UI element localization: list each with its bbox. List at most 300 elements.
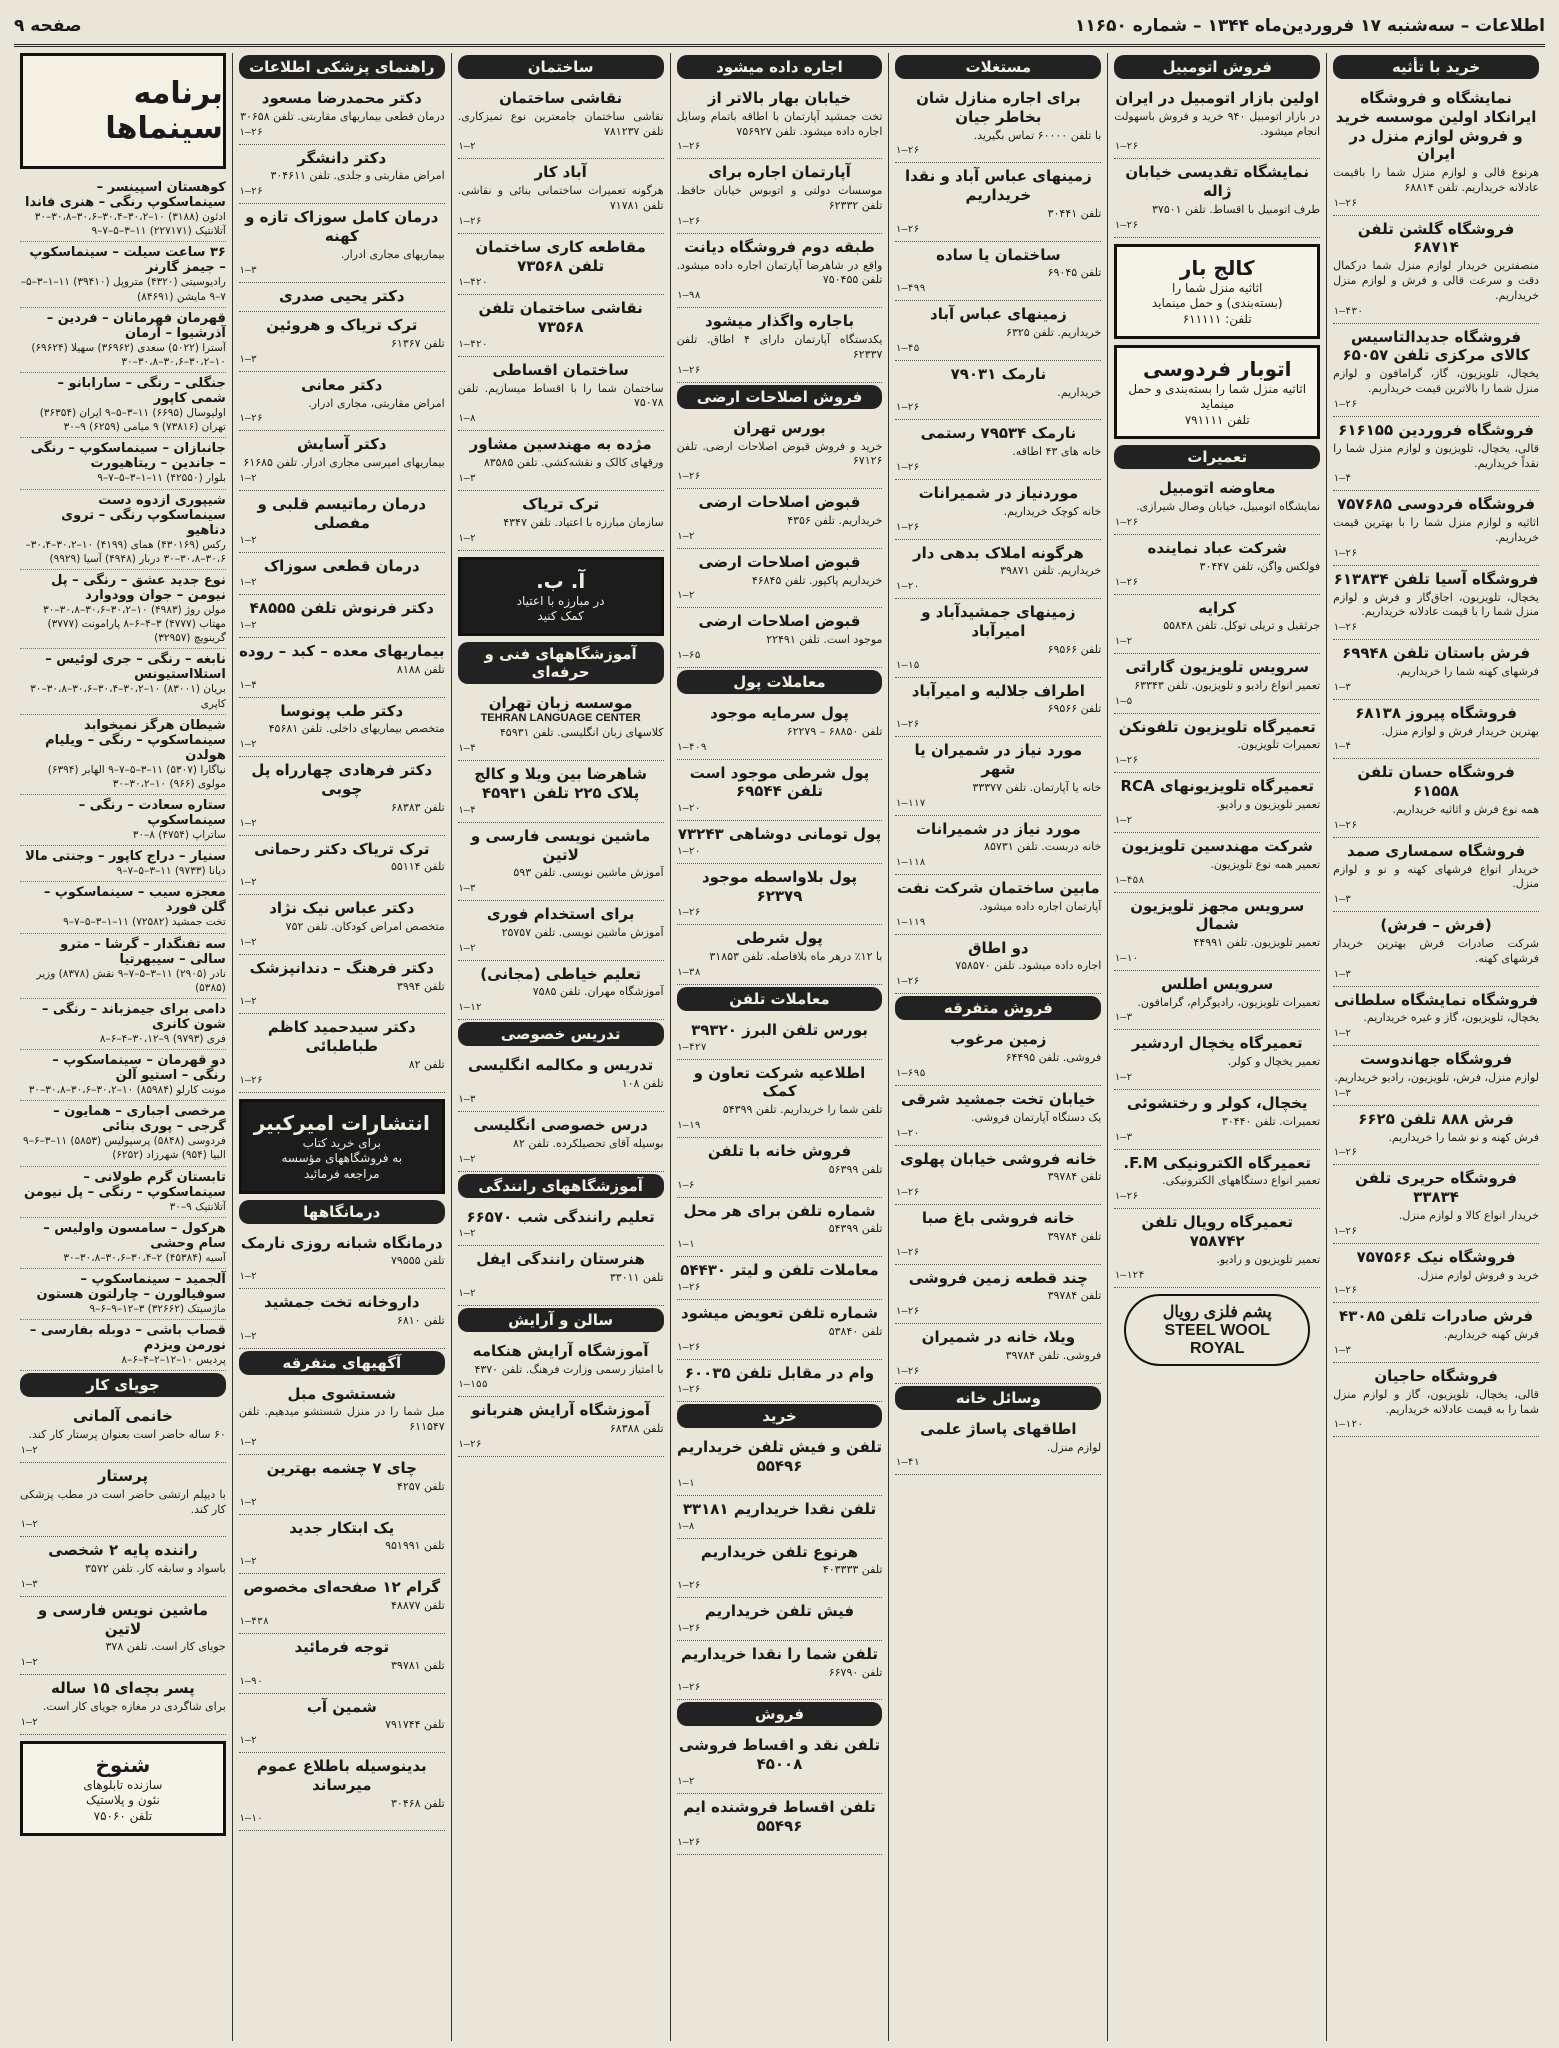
ad-code: ۱–۲۶ [676, 907, 701, 919]
cinema-listing [20, 242, 226, 307]
ad-body: هرنوع قالی و لوازم منزل شما را باقیمت عادلانه خریداریم. تلفن ۶۸۸۱۴ [1333, 166, 1539, 194]
ad-code: ۱–۲ [457, 532, 476, 544]
ad-body: تلفن ۶۱۳۶۷ [391, 337, 445, 351]
ad-code: ۱–۲۶ [1114, 141, 1139, 153]
ad-body: خریدار انواع کالا و لوازم منزل. [1398, 1208, 1539, 1222]
ad-body: با دیپلم ارتشی حاضر است در مطب پزشکی کار کند. [19, 1487, 226, 1516]
classified-ad [1333, 491, 1539, 565]
ad-title: تلفن نقدا خریداریم ۳۳۱۸۱ [682, 1499, 877, 1518]
ad-title: تلفن نقد و اقساط فروشی ۴۵۰۰۸ [678, 1736, 881, 1774]
classified-ad [1114, 535, 1320, 595]
column-1 [1326, 53, 1545, 2041]
classified-ad [895, 1146, 1101, 1206]
film-title: قهرمان فهرمانان – فردین – آذرشیوا – آرمان [46, 310, 226, 341]
classified-ad [895, 935, 1101, 995]
ad-title: داروخانه تخت جمشید [263, 1293, 420, 1312]
ad-code: ۱–۲۶ [457, 215, 482, 227]
ad-code: ۱–۲ [238, 1330, 257, 1342]
ad-code: ۱–۳ [238, 353, 257, 365]
ad-body: بیماریهای امپرسی مجاری ادرار. تلفن ۶۱۶۸۵ [243, 456, 445, 470]
showtimes: نادر (۲۹۰۵) ۱۱–۳–۵–۷–۹ نقش (۸۳۷۸) وزیر (۵۳۸۵) [36, 967, 226, 994]
film-title: ۳۶ ساعت سیلت – سینماسکوپ – جیمز گارنر [29, 245, 226, 276]
ad-body: فروشی. تلفن ۶۴۴۹۵ [1005, 1051, 1102, 1065]
ad-title: تعلیم خیاطی (مجانی) [480, 964, 641, 983]
ad-title: ترک تریاک و هروئین [266, 316, 418, 335]
classified-ad [20, 1537, 226, 1597]
ad-title: شمین آب [306, 1697, 377, 1716]
masthead-issue: اطلاعات – سه‌شنبه ۱۷ فروردین‌ماه ۱۳۴۴ – شماره ۱۱۶۵۰ [1074, 16, 1545, 36]
ad-code: ۱–۲۶ [1333, 819, 1358, 831]
ad-code: ۱–۲۶ [676, 141, 701, 153]
ad-title: اطلاعیه شرکت تعاون و کمک [693, 1063, 866, 1101]
ad-code: ۱–۲ [457, 1153, 476, 1165]
ad-code: ۱–۱۲۴ [1114, 1269, 1145, 1281]
ad-body: فرش کهنه و نو شما را خریداریم. [1388, 1130, 1539, 1144]
classified-ad [239, 1694, 445, 1754]
film-title: هرکول – سامسون واولیس – سام وحشی [43, 1220, 226, 1251]
ad-code: ۱–۳ [238, 264, 257, 276]
ad-body: همه نوع فرش و اثاثیه خریداریم. [1392, 802, 1539, 816]
classified-ad [239, 1574, 445, 1634]
ad-body: لوازم منزل، فرش، تلویزیون، رادیو خریداریم. [1334, 1070, 1539, 1084]
ad-code: ۱–۳ [1333, 894, 1352, 906]
ad-code: ۱–۴۲۰ [457, 277, 488, 289]
ad-title: وام در مقابل تلفن ۶۰۰۳۵ [684, 1363, 875, 1382]
ad-title: فروشگاه سمساری صمد [1346, 841, 1526, 860]
ad-body: نقاشی ساختمان جامعترین نوع تمیزکاری. تلفن ۷۸۱۲۳۷ [457, 109, 664, 138]
ad-body: موجود است. تلفن ۲۲۴۹۱ [766, 633, 883, 647]
classified-ad [895, 1026, 1101, 1086]
ad-body: تلفن ۷۹۵۵۵ [391, 1254, 445, 1268]
ad-title: اطراف جلالیه و امیرآباد [911, 681, 1085, 700]
ad-title: شرکت عباد نماینده [1147, 538, 1287, 557]
classified-ad [1333, 566, 1539, 640]
ad-title: درمان کامل سوزاک تازه و کهنه [245, 208, 439, 245]
ad-code: ۱–۳۸ [676, 966, 701, 978]
classified-ad [239, 1515, 445, 1575]
ad-title: ویلا، خانه در شمیران [921, 1328, 1076, 1347]
showtimes: آسیه (۴۵۳۸۴) ۲–۳۰،۴–۳۰،۶–۳۰،۸–۳۰ [63, 1251, 226, 1264]
ad-title: فروشگاه نمایشگاه سلطانی [1333, 990, 1539, 1009]
ad-body: ورقهای کالک و نقشه‌کشی. تلفن ۸۳۵۸۵ [483, 456, 664, 470]
ad-title: دکتر آسایش [297, 435, 387, 454]
ad-code: ۱–۳ [1333, 1087, 1352, 1099]
display-ad-title: آ. ب. [536, 568, 586, 593]
ad-code: ۱–۱۵ [895, 659, 920, 671]
ad-body: تلفن ۶۹۵۶۶ [1047, 702, 1102, 716]
ad-code: ۱–۲ [238, 936, 257, 948]
ad-title: تلفن و فیش تلفن خریداریم ۵۵۴۹۶ [676, 1438, 883, 1476]
classified-ad [1114, 714, 1320, 774]
ad-title: دکتر محمدرضا مسعود [261, 89, 422, 107]
section-heading: تعمیرات [1114, 445, 1320, 469]
ad-code: ۱–۲۶ [895, 1365, 920, 1377]
classified-ad [458, 295, 664, 357]
showtimes: پردیس ۱۰–۱۲–۲–۴–۶–۸ [121, 1354, 226, 1367]
classified-ad [677, 821, 883, 864]
ad-code: ۱–۲۶ [676, 1682, 701, 1694]
ad-code: ۱–۳ [457, 1093, 476, 1105]
classified-ad [1114, 1209, 1320, 1287]
classified-ad [458, 357, 664, 431]
ad-body: موسسات دولتی و اتوبوس خیابان حافظ. تلفن ۶۲۳۳۲ [676, 184, 883, 213]
ad-body: در بازار اتومبیل ۹۴۰ خرید و فروش باسهولت انجام میشود. [1114, 109, 1321, 138]
ad-title: گرام ۱۲ صفحه‌ای مخصوص [243, 1578, 441, 1597]
film-title: تابستان گرم طولانی – سینماسکوپ – رنگی – پل نیومن [24, 1169, 226, 1200]
ad-title: تعلیم رانندگی شب ۶۶۵۷۰ [466, 1207, 655, 1226]
classified-ad [239, 204, 445, 282]
ad-body: تلفن ۱۰۸ [621, 1077, 664, 1091]
ad-body: تلفن ۵۳۸۴۰ [828, 1324, 883, 1338]
ad-body: تلفن ۴۰۳۳۳۳ [822, 1563, 883, 1577]
ad-title: سرویس تلویزیون گاراتی [1125, 658, 1309, 677]
showtimes: رکس (۴۳۰۱۶۹) همای (۴۱۹۹) ۱۰–۳۰،۲–۳۰،۴–۳۰،۶–۳۰،۸–۳۰ دربار (۴۹۴۸) آسیا (۹۹۲۹) [25, 538, 226, 565]
ad-title: توجه فرمائید [294, 1637, 390, 1656]
masthead [14, 8, 1545, 47]
ad-body: امراض مقاربتی، مجاری ادرار. [308, 396, 445, 410]
ad-code: ۱–۴ [1333, 741, 1352, 753]
ad-body: خانه یا آپارتمان. تلفن ۳۳۳۷۷ [972, 780, 1102, 794]
ad-code: ۱–۲۶ [676, 471, 701, 483]
ad-title: فروشگاه نیک ۷۵۷۵۶۶ [1356, 1247, 1516, 1266]
classified-ad [458, 491, 664, 551]
ad-code: ۱–۶۹۵ [895, 1067, 926, 1079]
classified-ad [677, 925, 883, 985]
ad-title: دکتر فرهنگ – دندانپزشک [249, 958, 434, 977]
ad-code: ۱–۲ [1114, 636, 1133, 648]
ad-body: تلفن ۳۹۹۴ [396, 979, 445, 993]
ad-code: ۱–۲ [457, 1287, 476, 1299]
ad-body: خرید و فروش لوازم منزل. [1416, 1268, 1539, 1282]
showtimes: رادیوسیتی (۴۳۲۰) متروپل (۳۹۴۱۰) ۱۱–۱–۳–۵–۷–۹ مایشن (۸۴۶۹۱) [20, 276, 226, 303]
ad-code: ۱–۴۵ [895, 342, 920, 354]
ad-code: ۱–۲ [238, 1735, 257, 1747]
masthead-page-number: صفحه ۹ [14, 16, 82, 36]
ad-body: تلفن ۳۳۰۱۱ [609, 1271, 664, 1284]
ad-code: ۱–۱۹ [676, 1120, 701, 1131]
ad-title: دکتر عباس نیک نژاد [269, 899, 415, 918]
classified-ad [239, 85, 445, 145]
classified-ad [20, 1675, 226, 1735]
ad-title: هرنوع تلفن خریداریم [700, 1542, 859, 1561]
ad-code: ۱–۲۶ [1333, 1147, 1358, 1159]
ad-body: تلفن ۶۸۸۵۰ – ۶۲۲۷۹ [786, 724, 883, 738]
ad-body: بهترین خریدار فرش و لوازم منزل. [1381, 724, 1539, 738]
ad-body: بیماریهای مجاری ادرار. [340, 247, 445, 261]
ad-title: نمایشگاه و فروشگاه ایرانکاد اولین موسسه خرید و فروش لوازم منزل در ایران [1335, 89, 1537, 164]
classified-ad [458, 234, 664, 296]
ad-title: ساختمان اقساطی [492, 360, 629, 379]
ad-title: هنرستان رانندگی ایفل [476, 1250, 645, 1269]
display-ad-line: به فروشگاههای مؤسسه [281, 1151, 403, 1166]
cinema-listing [20, 934, 226, 999]
ad-body: تلفن ۳۰۴۶۸ [391, 1796, 445, 1810]
classified-ad [458, 901, 664, 961]
cinema-listing [20, 1320, 226, 1371]
section-heading: ساختمان [458, 55, 664, 79]
ad-body: متخصص امراض کودکان. تلفن ۷۵۲ [285, 919, 445, 933]
display-ad-title: کالج بار [1179, 255, 1255, 280]
classified-ad [677, 864, 883, 926]
ad-body: قالی، یخچال، تلویزیون، گاز و لوازم منزل شما را به قیمت عادلانه خریداریم. [1333, 1387, 1539, 1416]
ad-code: ۱–۲ [676, 1775, 695, 1787]
ad-code: ۱–۲۶ [895, 1306, 920, 1318]
showtimes: مونت کارلو (۸۵۹۸۴) ۱۰–۳۰،۲–۳۰،۶–۳۰،۸–۳۰ [28, 1084, 226, 1097]
ad-code: ۱–۳ [1333, 968, 1352, 980]
ad-body: تعمیر تلویزیون. تلفن ۴۴۹۹۱ [1193, 936, 1321, 949]
ad-code: ۱–۲ [238, 1496, 257, 1508]
ad-title: ترک تریاک [522, 494, 600, 513]
classified-ad [239, 1455, 445, 1515]
ad-code: ۱–۶ [676, 1179, 695, 1191]
ad-code: ۱–۲۶ [238, 1074, 263, 1086]
ad-code: ۱–۲۶ [1333, 1285, 1358, 1297]
classified-ad [677, 1598, 883, 1641]
classified-ad [239, 1381, 445, 1455]
section-heading: آگهیهای متفرقه [239, 1351, 445, 1375]
ad-title: دکتر فرنوش تلفن ۴۸۵۵۵ [249, 599, 434, 618]
ad-title: ماشین نویس فارسی و لاتین [37, 1600, 208, 1638]
ad-code: ۱–۲۶ [676, 215, 701, 227]
ad-title: درمان رماتیسم قلبی و مفصلی [257, 495, 427, 532]
ad-body: تلفن ۸۱۸۸ [396, 662, 445, 676]
ad-code: ۱–۲۰ [895, 1127, 920, 1139]
classified-ad [1114, 893, 1320, 971]
ad-body: تلفن ۵۵۱۱۴ [391, 860, 445, 874]
ad-title: قبوض اصلاحات ارضی [698, 493, 861, 512]
classified-ad [458, 1112, 664, 1172]
ad-title: پول شرطی [736, 929, 823, 948]
classified-ad [239, 757, 445, 835]
ad-code: ۱–۲۶ [895, 521, 920, 533]
ad-code: ۱–۱۱۹ [895, 916, 926, 928]
ad-title: خانمی آلمانی [73, 1407, 173, 1426]
ad-body: باسواد و سابقه کار. تلفن ۳۵۷۲ [85, 1562, 226, 1576]
ad-title: شماره تلفن برای هر محل [683, 1201, 876, 1220]
ad-code: ۱–۲۶ [1333, 1225, 1358, 1237]
ad-title: چند قطعه زمین فروشی [908, 1268, 1088, 1287]
ad-title: راننده پایه ۲ شخصی [48, 1541, 198, 1560]
classified-ad [239, 145, 445, 205]
ad-code: ۱–۳ [457, 883, 476, 895]
ad-body: آپارتمان اجاره داده میشود. [979, 899, 1102, 913]
ad-title: فیش تلفن خریداریم [704, 1602, 855, 1621]
classified-ad [239, 431, 445, 491]
display-ad [458, 557, 664, 636]
ad-title: کرایه [1198, 598, 1237, 617]
ad-body: کلاسهای زبان انگلیسی. تلفن ۴۵۹۳۱ [499, 726, 664, 740]
ad-title: موسسه زبان تهران [488, 693, 633, 712]
film-title: شیطان هرگز نمیخوابد سینماسکوپ – رنگی – ویلیام هولدن [45, 717, 226, 763]
ad-title: نارمک ۷۹۵۳۴ رستمی [920, 424, 1077, 443]
display-ad-line: تلفن: ۶۱۱۱۱۱ [1182, 311, 1252, 326]
display-ad-line: اثاثیه منزل شما را [1172, 280, 1263, 295]
ad-title: زمینهای عباس آباد و نقدا خریداریم [905, 167, 1092, 205]
steel-wool-brand: ROYAL [1189, 1339, 1245, 1357]
ad-body: لوازم منزل. [1046, 1440, 1102, 1454]
ad-title: سرویس اطلس [1161, 974, 1274, 993]
ad-code: ۱–۲ [238, 1556, 257, 1568]
ad-title: فروشگاه حسان تلفن ۶۱۵۵۸ [1357, 763, 1515, 801]
ad-code: ۱–۲ [238, 1437, 257, 1449]
classified-ad [677, 85, 883, 159]
ad-title: خانه فروشی خیابان پهلوی [900, 1149, 1097, 1168]
column-7 [14, 53, 232, 2041]
classified-ad [1333, 1106, 1539, 1166]
cinema-listing [20, 1218, 226, 1269]
ad-body: فولکس واگن، تلفن ۳۰۴۴۷ [1199, 559, 1321, 573]
ad-code: ۱–۲۶ [676, 1384, 701, 1396]
showtimes: بلوار (۴۲۵۵۰) ۱۱–۱–۳–۵–۷–۹ [97, 472, 226, 485]
ad-code: ۱–۱۰ [238, 1813, 263, 1825]
ad-title: تعمیرگاه تلویزیونهای RCA [1120, 777, 1314, 796]
ad-body: خانه کوچک خریداریم. [1003, 504, 1102, 518]
classified-ad [239, 1634, 445, 1694]
ad-code: ۱–۴۵۸ [1114, 874, 1145, 886]
ad-body: تخت جمشید آپارتمان با اطاقه باتمام وسایل اجاره داده میشود. تلفن ۷۵۶۹۲۷ [676, 109, 883, 138]
ad-body: تلفن ۶۹۰۴۵ [1047, 266, 1102, 280]
ad-body: آموزش ماشین نویسی. تلفن ۵۹۳ [513, 866, 664, 880]
section-heading: آموزشگاههای رانندگی [458, 1174, 664, 1198]
ad-columns [14, 53, 1545, 2041]
classified-ad [677, 760, 883, 822]
classified-ad [677, 159, 883, 233]
ad-code: ۱–۴۱ [895, 1457, 920, 1469]
classified-ad [677, 415, 883, 489]
classified-ad [20, 1463, 226, 1537]
ad-code: ۱–۲۶ [676, 1281, 701, 1293]
section-heading: درمانگاهها [239, 1200, 445, 1224]
classified-ad [20, 1597, 226, 1675]
film-title: جانبازان – سینماسکوپ – رنگی – جاندین – ریتاهیورت [30, 441, 226, 472]
ad-body: تلفن ۶۶۷۹۰ [828, 1665, 883, 1679]
ad-title: (فرش – فرش) [1380, 916, 1492, 935]
ad-title: قبوض اصلاحات ارضی [698, 612, 861, 631]
ad-title: پول شرطی موجود است تلفن ۶۹۵۴۴ [689, 763, 870, 801]
section-heading: سالن و آرایش [458, 1308, 664, 1332]
ad-title: دکتر سیدحمید کاظم طباطبائی [267, 1018, 416, 1056]
ad-body: خریدار انواع فرشهای کهنه و نو و لوازم منزل. [1333, 862, 1539, 891]
cinema-listing [20, 438, 226, 489]
ad-code: ۱–۴ [1333, 473, 1352, 485]
showtimes: نیاگارا (۵۳۰۷) ۱۱–۳–۵–۷–۹ الهابر (۶۳۹۴) مولوی (۹۶۶) ۱۰–۳۰،۲–۳۰ [47, 763, 226, 790]
classified-ad [677, 1794, 883, 1856]
ad-code: ۱–۲۶ [676, 1341, 701, 1353]
classified-ad [677, 1198, 883, 1258]
display-ad [1114, 345, 1320, 440]
ad-code: ۱–۳ [457, 472, 476, 484]
ad-code: ۱–۲۶ [457, 1439, 482, 1451]
cinema-listing [20, 1101, 226, 1166]
classified-ad [895, 540, 1101, 600]
classified-ad [895, 1416, 1101, 1476]
classified-ad [895, 85, 1101, 163]
ad-code: ۱–۲ [457, 141, 476, 153]
ad-body: تعمیرات. تلفن ۳۰۴۴۰ [1221, 1114, 1321, 1128]
film-title: نوع جدید عشق – رنگی – پل نیومن – جوان وودوارد [51, 572, 226, 603]
classified-ad [895, 420, 1101, 480]
ad-code: ۱–۲۶ [676, 364, 701, 376]
classified-ad [1333, 1046, 1539, 1106]
classified-ad [1114, 1090, 1320, 1150]
ad-body: خریداریم. تلفن ۴۳۵۶ [787, 513, 883, 527]
ad-code: ۱–۲ [1114, 1072, 1133, 1084]
ad-code: ۱–۲۶ [238, 413, 263, 425]
ad-body: تعمیر انواع دستگاههای الکترونیکی. [1162, 1174, 1321, 1188]
ad-code: ۱–۴۰۹ [676, 741, 707, 753]
display-ad [1114, 244, 1320, 339]
display-ad [20, 1741, 226, 1836]
cinema-program-logo: برنامه سینماها [20, 53, 226, 169]
display-ad-line: تلفن ۷۵۰۶۰ [93, 1809, 153, 1824]
ad-title: تلفن شما را نقدا خریداریم [680, 1644, 878, 1663]
ad-body: خانه های ۴۳ اطاقه. [1012, 445, 1102, 459]
classified-ad [239, 638, 445, 698]
section-heading: فروش اتومبیل [1114, 55, 1320, 79]
ad-body: واقع در شاهرضا آپارتمان اجاره داده میشود. تلفن ۷۵۰۴۵۵ [676, 258, 883, 287]
section-heading: فروش [677, 1702, 883, 1726]
ad-code: ۱–۲۶ [238, 126, 263, 138]
section-heading: فروش متفرقه [895, 996, 1101, 1020]
display-ad-line: تلفن ۷۹۱۱۱۱ [1184, 412, 1250, 427]
ad-title: مورد نیاز در شمیرانات [915, 819, 1081, 838]
section-heading: تدریس خصوصی [458, 1022, 664, 1046]
ad-title: پسر بچه‌ای ۱۵ ساله [51, 1679, 195, 1698]
ad-body: فرش کهنه خریداریم. [1443, 1328, 1539, 1342]
film-title: نابغه – رنگی – جری لوئیس – استلااستیونس [45, 652, 226, 683]
classified-ad [239, 553, 445, 596]
ad-code: ۱–۳ [1114, 1012, 1133, 1024]
display-ad-line: (بسته‌بندی) و حمل مینماید [1151, 296, 1283, 311]
cinema-listing [20, 715, 226, 795]
film-title: ستاره سعادت – رنگی – سینماسکوپ [78, 798, 226, 829]
classified-ad [1333, 640, 1539, 700]
ad-code: ۱–۱۲۰ [1333, 1419, 1364, 1431]
cinema-listing [20, 999, 226, 1050]
ad-code: ۱–۲ [19, 1519, 39, 1531]
showtimes: تخت جمشید (۷۲۵۸۲) ۱۱–۱–۳–۵–۷–۹ [63, 916, 226, 929]
ad-title: فروشگاه آسیا تلفن ۶۱۳۸۳۴ [1333, 569, 1539, 588]
ad-body: منصفترین خریدار لوازم منزل شما درکمال دقت و سرعت قالی و فرش و لوازم منزل خریداریم. [1333, 259, 1539, 302]
ad-title: خیابان تخت جمشید شرقی [901, 1089, 1096, 1108]
ad-body: خریداریم. [1057, 385, 1102, 399]
ad-body: تعمیر تلویزیون و رادیو. [1216, 798, 1321, 812]
classified-ad [458, 85, 664, 159]
film-title: جنگلی – رنگی – سارابانو – شمی کاپور [57, 376, 226, 407]
section-heading: راهنمای پزشکی اطلاعات [239, 55, 445, 79]
ad-title: ساختمان یا ساده [936, 245, 1061, 264]
classified-ad [1114, 1150, 1320, 1210]
ad-body: خریداریم. تلفن ۳۹۸۷۱ [1000, 564, 1102, 578]
display-ad-line: سازنده تابلوهای [83, 1777, 163, 1792]
section-heading: اجاره داده میشود [677, 55, 883, 79]
classified-ad [677, 1539, 883, 1599]
ad-title: شماره تلفن تعویض میشود [680, 1303, 878, 1322]
ad-code: ۱–۴ [238, 679, 257, 691]
ad-code: ۱–۲۰ [676, 845, 701, 857]
ad-body: یکدستگاه آپارتمان دارای ۴ اطاق. تلفن ۶۲۳۳۷ [676, 333, 883, 361]
ad-code: ۱–۲۶ [676, 1580, 701, 1592]
film-title: سه تفنگدار – گرشا – مترو سالی – سیبهرتیا [60, 936, 226, 967]
classified-ad [677, 1496, 883, 1539]
showtimes: بریان (۸۳۰۰۱) ۱۰–۳۰،۲–۳۰،۴–۳۰،۶–۳۰،۸–۳۰ کاپری [30, 683, 226, 710]
ad-title: پرستار [97, 1466, 148, 1485]
classified-ad [239, 283, 445, 313]
classified-ad [1114, 1030, 1320, 1090]
ad-code: ۱–۲ [676, 530, 695, 542]
ad-code: ۱–۲ [1333, 1028, 1352, 1040]
classified-ad [458, 159, 664, 233]
